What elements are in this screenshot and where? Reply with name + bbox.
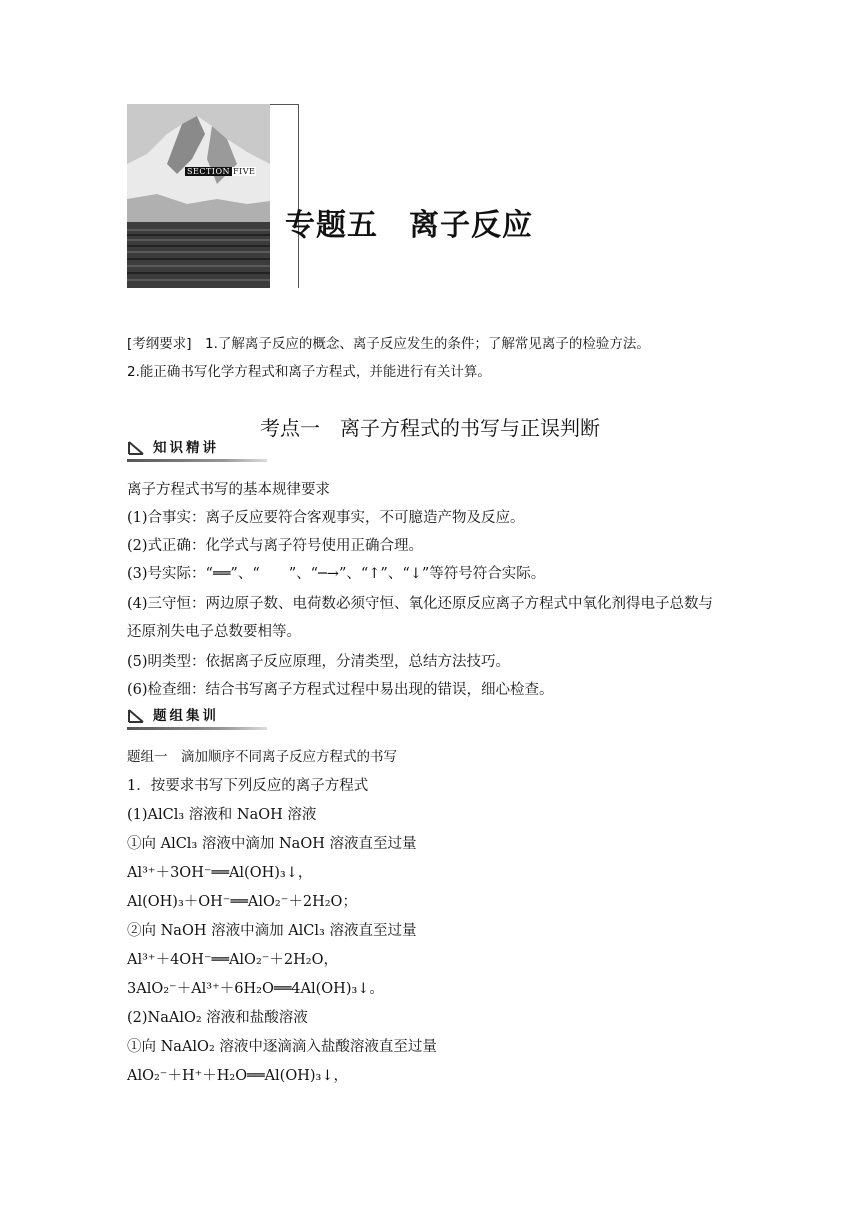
section-tag bbox=[185, 166, 285, 178]
equation-1: Al³⁺＋3OH⁻══Al(OH)₃↓， bbox=[127, 865, 313, 881]
rule-5: (5)明类型：依据离子反应原理，分清类型，总结方法技巧。 bbox=[127, 654, 511, 670]
question-1: 1．按要求书写下列反应的离子方程式 bbox=[127, 778, 369, 794]
section-tag-dark: SECTION bbox=[187, 167, 230, 176]
knowledge-banner-underline bbox=[127, 459, 267, 462]
requirements-line-1: [考纲要求] 1.了解离子反应的概念、离子反应发生的条件；了解常见离子的检验方法。 bbox=[127, 336, 650, 352]
rule-1: (1)合事实：离子反应要符合客观事实，不可臆造产物及反应。 bbox=[127, 510, 525, 526]
rule-6: (6)检查细：结合书写离子方程式过程中易出现的错误，细心检查。 bbox=[127, 682, 554, 698]
topic-heading: 考点一 离子方程式的书写与正误判断 bbox=[260, 416, 600, 440]
document-title: 专题五 离子反应 bbox=[285, 208, 533, 243]
subquestion-2: (2)NaAlO₂ 溶液和盐酸溶液 bbox=[127, 1010, 308, 1026]
rule-4-line-1: (4)三守恒：两边原子数、电荷数必须守恒、氧化还原反应离子方程式中氧化剂得电子总数与 bbox=[127, 596, 714, 612]
iceberg-illustration bbox=[127, 104, 270, 288]
rule-3: (3)号实际：“══”、“ ”、“─→”、“↑”、“↓”等符号符合实际。 bbox=[127, 566, 546, 582]
knowledge-banner bbox=[127, 438, 267, 462]
diagonal-mark-icon bbox=[127, 440, 147, 456]
equation-5: AlO₂⁻＋H⁺＋H₂O══Al(OH)₃↓， bbox=[127, 1068, 348, 1084]
cover-photo bbox=[127, 104, 270, 288]
subquestion-2a: ①向 NaAlO₂ 溶液中逐滴滴入盐酸溶液直至过量 bbox=[127, 1039, 437, 1055]
knowledge-banner-label: 知识精讲 bbox=[153, 440, 219, 456]
equation-4: 3AlO₂⁻＋Al³⁺＋6H₂O══4Al(OH)₃↓。 bbox=[127, 981, 384, 997]
practice-banner-label: 题组集训 bbox=[153, 708, 219, 724]
equation-2: Al(OH)₃＋OH⁻══AlO₂⁻＋2H₂O； bbox=[127, 894, 357, 910]
knowledge-intro: 离子方程式书写的基本规律要求 bbox=[127, 482, 330, 498]
rule-4-line-2: 还原剂失电子总数要相等。 bbox=[127, 624, 301, 640]
subquestion-1: (1)AlCl₃ 溶液和 NaOH 溶液 bbox=[127, 807, 317, 823]
equation-3: Al³⁺＋4OH⁻══AlO₂⁻＋2H₂O， bbox=[127, 952, 338, 968]
rule-2: (2)式正确：化学式与离子符号使用正确合理。 bbox=[127, 538, 424, 554]
subquestion-1a: ①向 AlCl₃ 溶液中滴加 NaOH 溶液直至过量 bbox=[127, 836, 417, 852]
practice-banner bbox=[127, 706, 267, 730]
group-1-heading: 题组一 滴加顺序不同离子反应方程式的书写 bbox=[127, 749, 397, 765]
section-tag-light: FIVE bbox=[233, 167, 256, 176]
diagonal-mark-icon bbox=[127, 708, 147, 724]
subquestion-1b: ②向 NaOH 溶液中滴加 AlCl₃ 溶液直至过量 bbox=[127, 923, 417, 939]
requirements-line-2: 2.能正确书写化学方程式和离子方程式，并能进行有关计算。 bbox=[127, 364, 491, 380]
practice-banner-underline bbox=[127, 727, 267, 730]
